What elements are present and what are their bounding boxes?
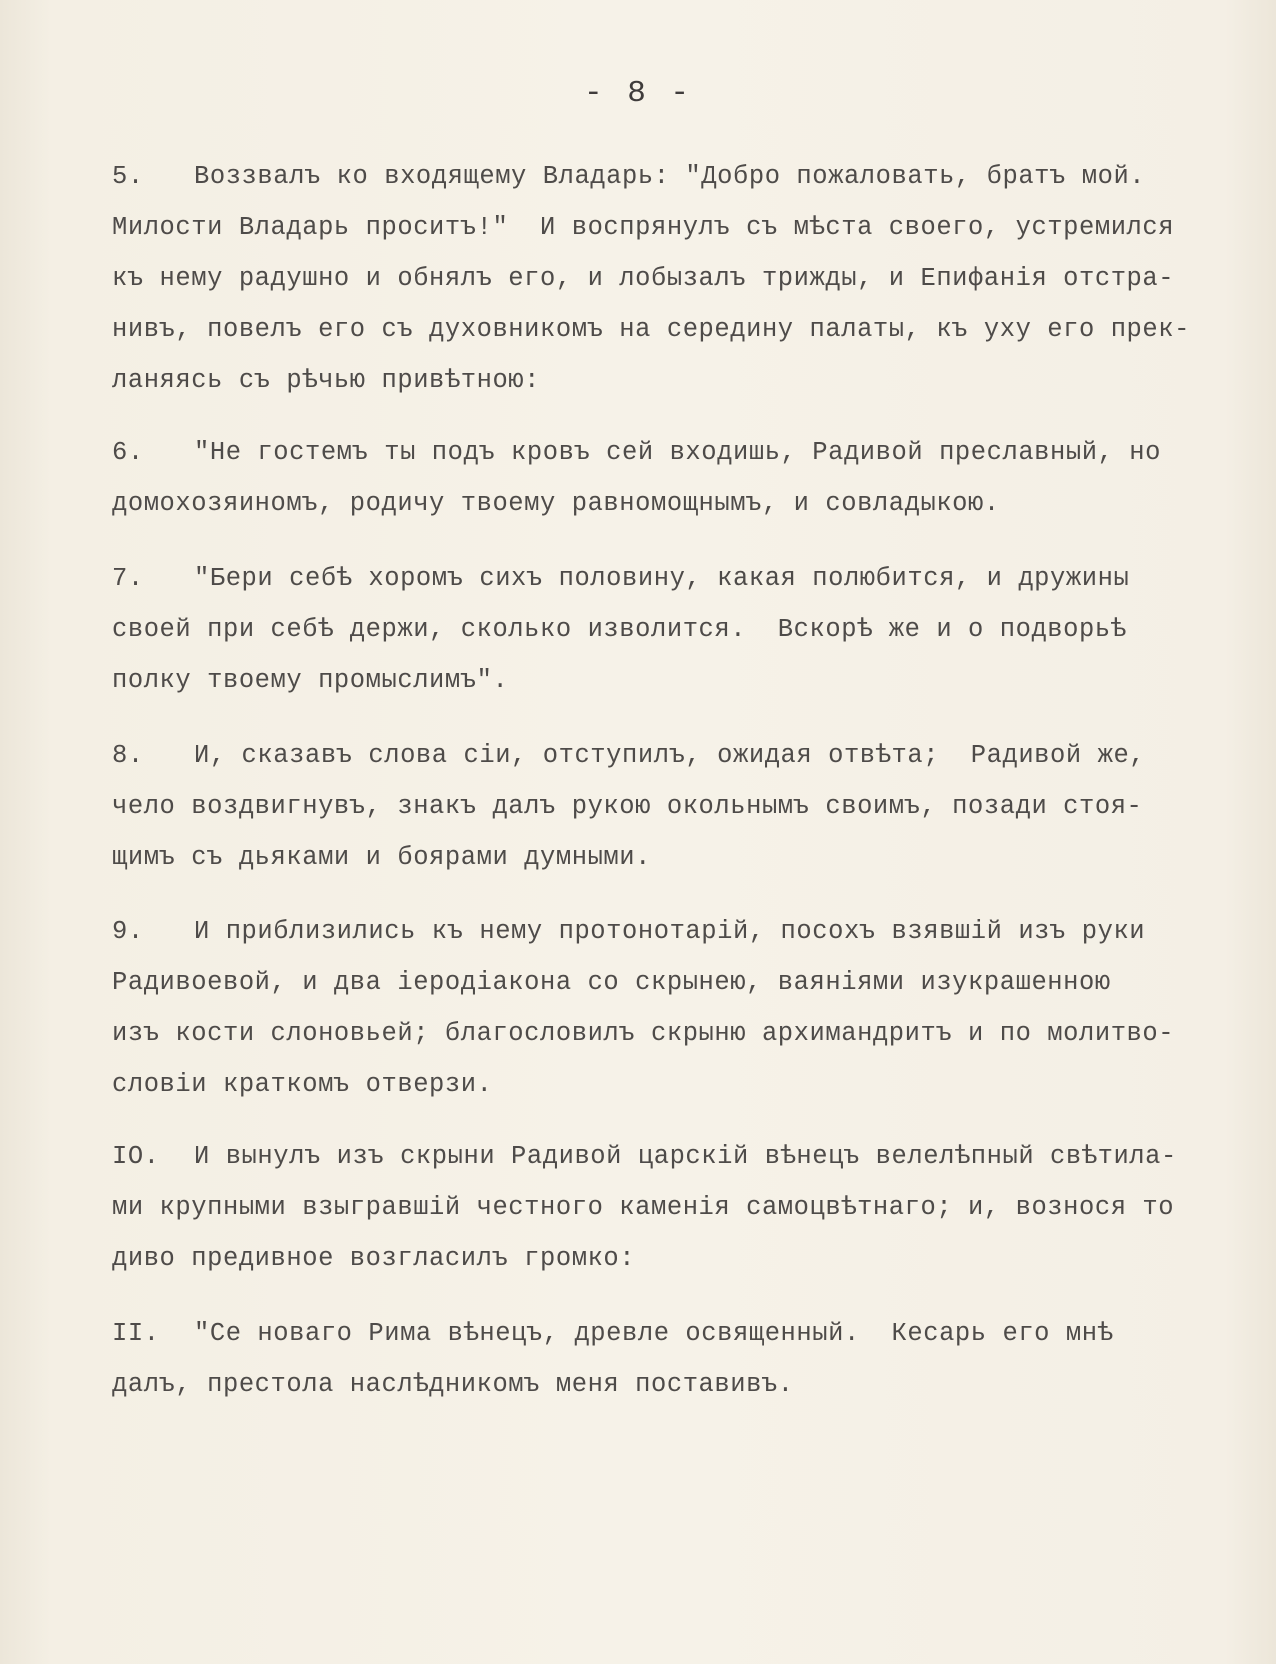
line-text: И вынулъ изъ скрыни Радивой царскій вѣнецъ велелѣпный свѣтила- [194, 1142, 1177, 1171]
line-text: "Бери себѣ хоромъ сихъ половину, какая полюбится, и дружины [194, 564, 1130, 593]
line-text: И приблизились къ нему протонотарій, посохъ взявшій изъ руки [194, 917, 1146, 946]
paragraph-11 [112, 1308, 1252, 1410]
paragraph-8 [112, 730, 1252, 883]
text-line [112, 730, 1252, 781]
text-line [112, 427, 1252, 478]
paragraph-number: 9. [112, 917, 144, 946]
line-text: Воззвалъ ко входящему Владарь: "Добро пожаловать, братъ мой. [194, 162, 1146, 191]
paragraph-6 [112, 427, 1252, 529]
text-line: словіи краткомъ отверзи. [112, 1070, 493, 1099]
text-line: диво предивное возгласилъ громко: [112, 1244, 636, 1273]
text-line: Милости Владарь проситъ!" И воспрянулъ съ мѣста своего, устремился [112, 213, 1175, 242]
text-line: ланяясь съ рѣчью привѣтною: [112, 366, 541, 395]
text-line: чело воздвигнувъ, знакъ далъ рукою окольнымъ своимъ, позади стоя- [112, 792, 1143, 821]
paragraph-10 [112, 1131, 1252, 1284]
paragraph-number: IO. [112, 1142, 160, 1171]
text-line [112, 1308, 1252, 1359]
paragraph-number: 7. [112, 564, 144, 593]
paragraph-5 [112, 151, 1252, 406]
text-line: домохозяиномъ, родичу твоему равномощнымъ, и совладыкою. [112, 489, 1000, 518]
text-line: Радивоевой, и два іеродіакона со скрынею, ваяніями изукрашенною [112, 968, 1111, 997]
text-line: къ нему радушно и обнялъ его, и лобызалъ трижды, и Епифанія отстра- [112, 264, 1175, 293]
paragraph-number: 6. [112, 438, 144, 467]
paragraph-number: 5. [112, 162, 144, 191]
paragraph-number: II. [112, 1319, 160, 1348]
page-number: - 8 - [583, 76, 692, 111]
line-text: И, сказавъ слова сіи, отступилъ, ожидая отвѣта; Радивой же, [194, 741, 1146, 770]
text-line [112, 553, 1252, 604]
line-text: "Не гостемъ ты подъ кровъ сей входишь, Радивой преславный, но [194, 438, 1162, 467]
text-line: своей при себѣ держи, сколько изволится. Вскорѣ же и о подворьѣ [112, 615, 1127, 644]
paragraph-7 [112, 553, 1252, 706]
text-line [112, 1131, 1252, 1182]
text-line: ми крупными взыгравшій честного каменія самоцвѣтнаго; и, вознося то [112, 1193, 1175, 1222]
text-line: изъ кости слоновьей; благословилъ скрыню архимандритъ и по молитво- [112, 1019, 1175, 1048]
paragraph-9 [112, 906, 1252, 1110]
text-line: нивъ, повелъ его съ духовникомъ на середину палаты, къ уху его прек- [112, 315, 1190, 344]
paragraph-number: 8. [112, 741, 144, 770]
line-text: "Се новаго Рима вѣнецъ, древле освященный. Кесарь его мнѣ [194, 1319, 1114, 1348]
text-line [112, 151, 1252, 202]
text-line: полку твоему промыслимъ". [112, 666, 509, 695]
text-line: щимъ съ дьяками и боярами думными. [112, 843, 651, 872]
text-line [112, 906, 1252, 957]
text-line: далъ, престола наслѣдникомъ меня поставивъ. [112, 1370, 794, 1399]
